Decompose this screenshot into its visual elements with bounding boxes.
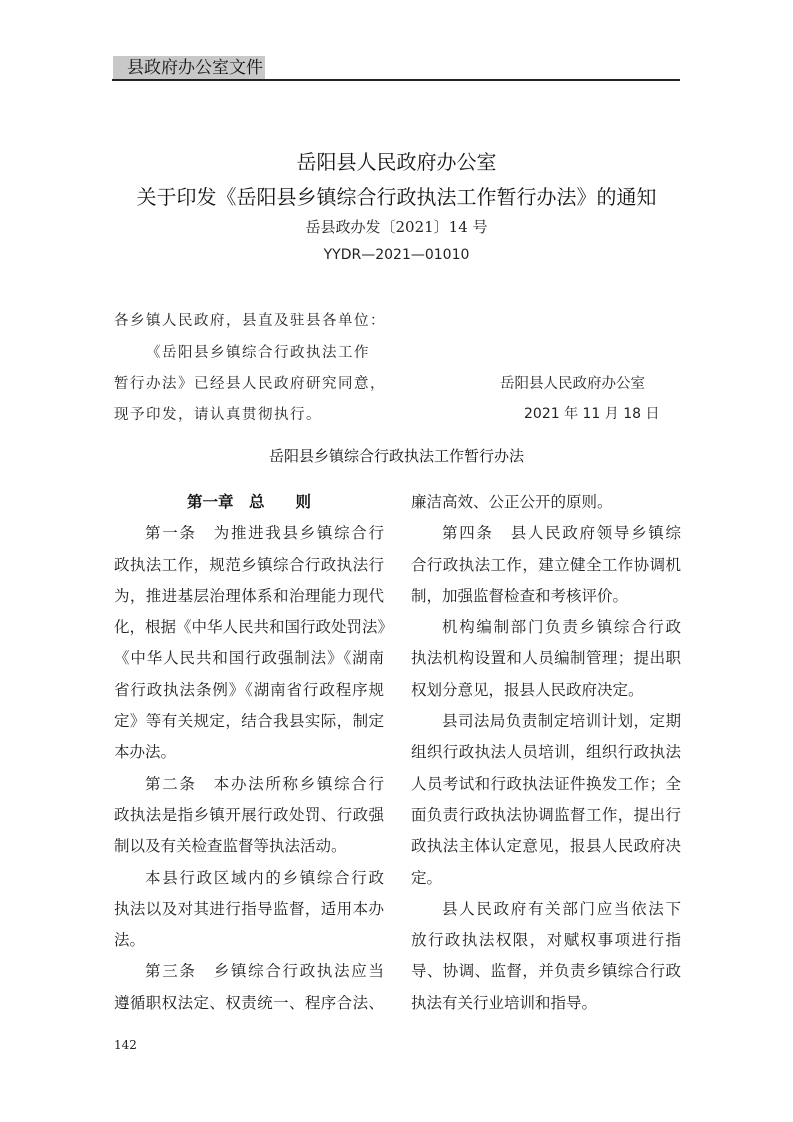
body-text-line: 为，推进基层治理体系和治理能力现代 (114, 586, 384, 605)
body-text-line: 政执法工作，规范乡镇综合行政执法行 (114, 555, 384, 574)
body-text-line: 组织行政执法人员培训，组织行政执法 (411, 743, 681, 762)
chapter-heading: 第一章 总 则 (186, 493, 311, 511)
body-text-line: 第四条 县人民政府领导乡镇综 (442, 524, 681, 543)
body-text-line: 面负责行政执法协调监督工作，提出行 (411, 805, 681, 824)
body-text-line: 机构编制部门负责乡镇综合行政 (442, 618, 681, 637)
document-id: YYDR—2021—01010 (323, 247, 470, 263)
salutation: 各乡镇人民政府，县直及驻县各单位： (114, 313, 386, 329)
left-column (114, 487, 394, 1019)
body-text-line: 执法以及对其进行指导监督，适用本办 (114, 899, 384, 918)
body-text-line: 廉洁高效、公正公开的原则。 (411, 493, 613, 511)
body-text-line: 制以及有关检查监督等执法活动。 (114, 837, 347, 856)
body-text-line: 合行政执法工作，建立健全工作协调机 (411, 555, 681, 574)
body-text-line: 定》等有关规定，结合我县实际，制定 (114, 712, 384, 731)
section-header-tab: 县政府办公室文件 (113, 56, 265, 80)
body-text-line: 权划分意见，报县人民政府决定。 (411, 680, 644, 699)
notice-body-line: 《岳阳县乡镇综合行政执法工作 (146, 345, 370, 361)
body-text-line: 导、协调、监督，并负责乡镇综合行政 (411, 962, 681, 981)
body-text-line: 法。 (114, 931, 146, 950)
body-text-line: 化，根据《中华人民共和国行政处罚法》 (114, 618, 394, 637)
body-text-line: 制，加强监督检查和考核评价。 (411, 586, 629, 605)
body-text-line: 政执法主体认定意见，报县人民政府决 (411, 837, 681, 856)
notice-title-issuer: 岳阳县人民政府办公室 (296, 150, 497, 174)
body-text-line: 第二条 本办法所称乡镇综合行 (145, 774, 384, 793)
right-column (411, 487, 681, 1019)
notice-body-line: 现予印发，请认真贯彻执行。 (114, 407, 322, 423)
body-text-line: 执法机构设置和人员编制管理；提出职 (411, 649, 681, 668)
document-number: 岳县政办发〔2021〕14 号 (305, 218, 488, 236)
body-text-line: 《中华人民共和国行政强制法》《湖南 (114, 649, 384, 668)
body-text-line: 执法有关行业培训和指导。 (411, 993, 598, 1012)
notice-body-line: 暂行办法》已经县人民政府研究同意， (114, 376, 386, 392)
body-text-line: 本办法。 (114, 743, 177, 762)
body-text-line: 第一条 为推进我县乡镇综合行 (145, 524, 384, 543)
header-rule (112, 79, 680, 81)
body-text-line: 县司法局负责制定培训计划，定期 (442, 712, 681, 731)
body-text-line: 遵循职权法定、权责统一、程序合法、 (114, 993, 384, 1012)
body-text-line: 人员考试和行政执法证件换发工作；全 (411, 774, 681, 793)
signature-organization: 岳阳县人民政府办公室 (500, 376, 645, 392)
notice-title-subject: 关于印发《岳阳县乡镇综合行政执法工作暂行办法》的通知 (136, 185, 657, 209)
body-text-line: 放行政执法权限，对赋权事项进行指 (411, 931, 681, 950)
signature-date: 2021 年 11 月 18 日 (524, 406, 660, 422)
body-text-line: 政执法是指乡镇开展行政处罚、行政强 (114, 805, 384, 824)
body-text-line: 第三条 乡镇综合行政执法应当 (145, 962, 384, 981)
body-text-line: 本县行政区域内的乡镇综合行政 (145, 868, 384, 887)
page-number: 142 (114, 1038, 137, 1052)
regulation-title: 岳阳县乡镇综合行政执法工作暂行办法 (268, 447, 524, 465)
body-text-line: 县人民政府有关部门应当依法下 (442, 899, 681, 918)
body-text-line: 定。 (411, 868, 443, 887)
body-text-line: 省行政执法条例》《湖南省行政程序规 (114, 680, 384, 699)
